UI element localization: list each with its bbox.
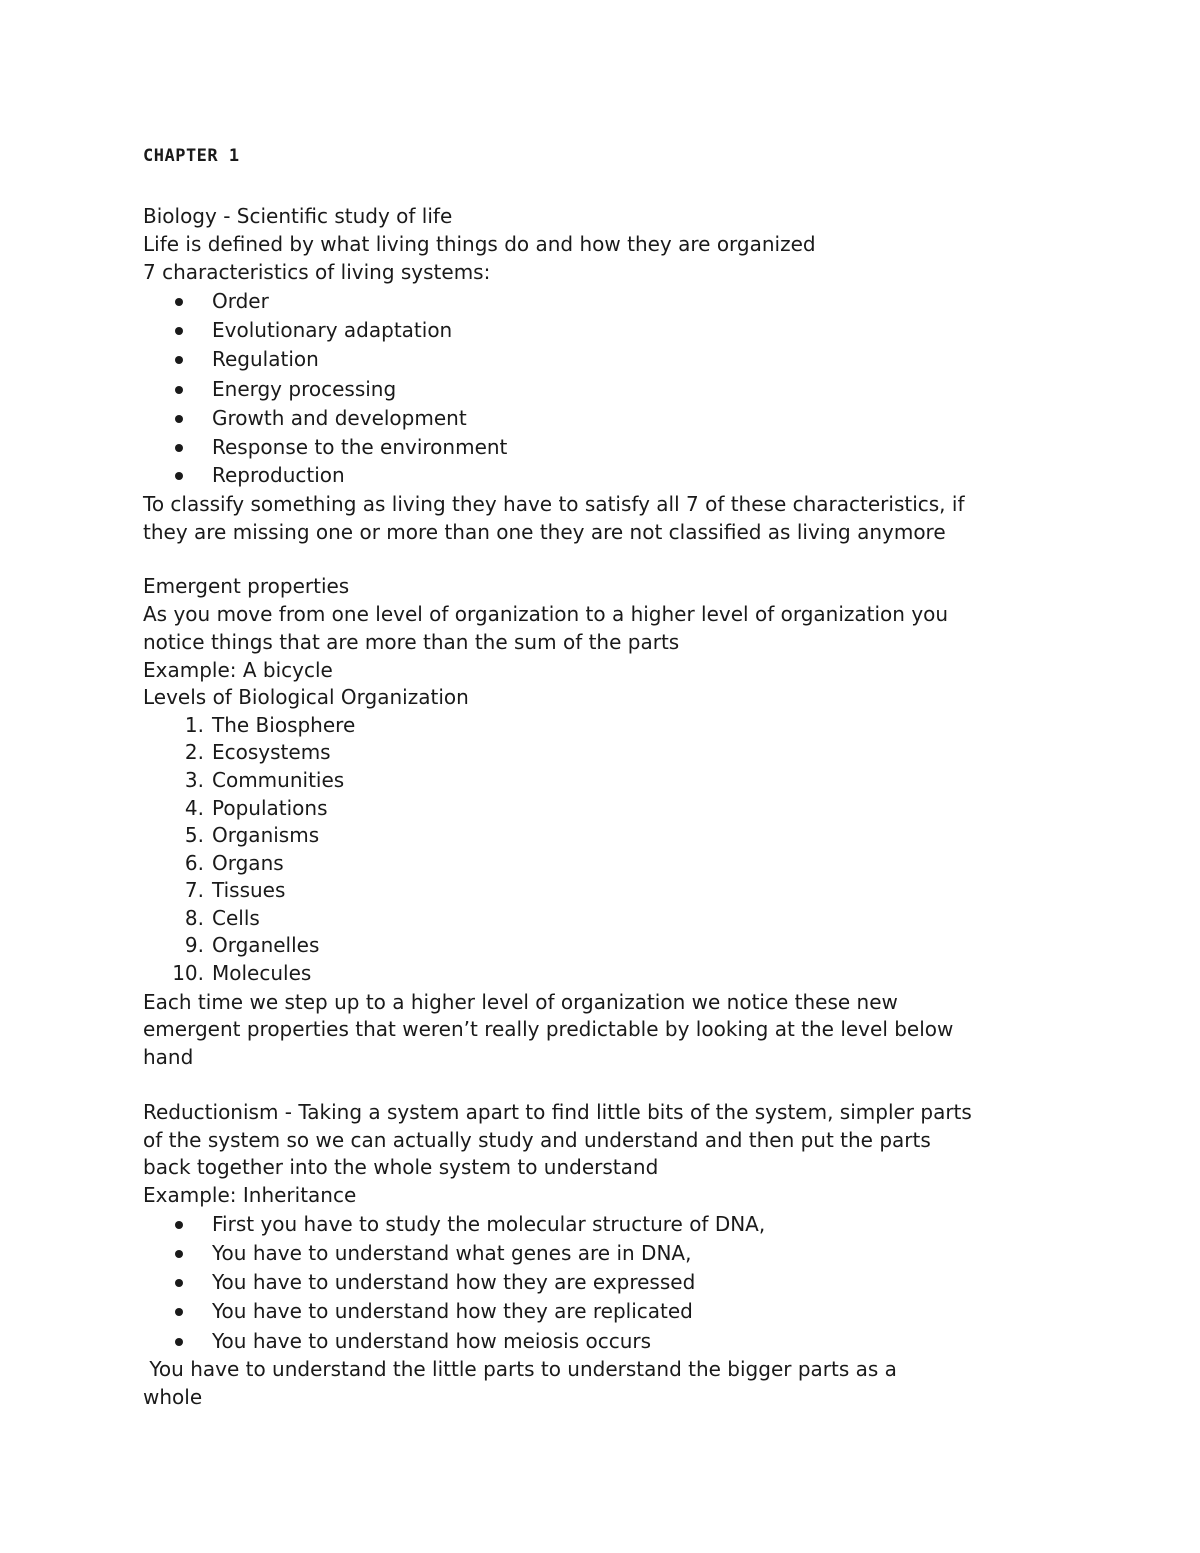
levels-heading: Levels of Biological Organization: [143, 685, 469, 709]
list-item-level: Ecosystems: [212, 740, 331, 764]
list-number: 6.: [184, 851, 204, 875]
list-item-inheritance: You have to understand how meiosis occurs: [212, 1329, 652, 1353]
list-item-level: Communities: [212, 768, 345, 792]
list-number: 1.: [184, 713, 204, 737]
list-item-level: Organelles: [212, 933, 320, 957]
chapter-title: CHAPTER 1: [143, 146, 240, 166]
reductionism-example: Example: Inheritance: [143, 1183, 357, 1207]
stepup-line-1: Each time we step up to a higher level of organization we notice these new: [143, 990, 898, 1014]
bullet-icon: [175, 472, 183, 480]
intro-line-1: Biology - Scientific study of life: [143, 204, 453, 228]
list-item-level: Populations: [212, 796, 328, 820]
list-number: 7.: [184, 878, 204, 902]
list-item-level: Cells: [212, 906, 260, 930]
classify-line-2: they are missing one or more than one they are not classified as living anymore: [143, 520, 946, 544]
stepup-line-3: hand: [143, 1045, 194, 1069]
bullet-icon: [175, 1250, 183, 1258]
bullet-icon: [175, 327, 183, 335]
list-item-level: Molecules: [212, 961, 312, 985]
list-item-characteristic: Response to the environment: [212, 435, 508, 459]
bullet-icon: [175, 415, 183, 423]
list-item-characteristic: Order: [212, 289, 269, 313]
list-item-level: Organs: [212, 851, 284, 875]
list-item-level: Tissues: [212, 878, 286, 902]
stepup-line-2: emergent properties that weren’t really predictable by looking at the level below: [143, 1017, 954, 1041]
list-item-level: Organisms: [212, 823, 320, 847]
list-item-characteristic: Energy processing: [212, 377, 397, 401]
reductionism-line-2: of the system so we can actually study and understand and then put the parts: [143, 1128, 931, 1152]
bullet-icon: [175, 444, 183, 452]
emergent-heading: Emergent properties: [143, 574, 350, 598]
list-item-inheritance: You have to understand what genes are in DNA,: [212, 1241, 692, 1265]
bullet-icon: [175, 356, 183, 364]
list-number: 8.: [184, 906, 204, 930]
list-item-inheritance: You have to understand how they are replicated: [212, 1299, 693, 1323]
bullet-icon: [175, 1221, 183, 1229]
list-item-characteristic: Regulation: [212, 347, 319, 371]
list-number: 3.: [184, 768, 204, 792]
emergent-line-2: notice things that are more than the sum of the parts: [143, 630, 680, 654]
list-item-inheritance: First you have to study the molecular structure of DNA,: [212, 1212, 766, 1236]
reductionism-line-1: Reductionism - Taking a system apart to find little bits of the system, simpler parts: [143, 1100, 972, 1124]
emergent-line-1: As you move from one level of organization to a higher level of organization you: [143, 602, 949, 626]
closing-line-1: You have to understand the little parts to understand the bigger parts as a: [143, 1357, 897, 1381]
bullet-icon: [175, 298, 183, 306]
intro-line-3: 7 characteristics of living systems:: [143, 260, 491, 284]
bullet-icon: [175, 1338, 183, 1346]
list-number: 4.: [184, 796, 204, 820]
list-number: 9.: [184, 933, 204, 957]
emergent-example: Example: A bicycle: [143, 658, 333, 682]
bullet-icon: [175, 1279, 183, 1287]
closing-line-2: whole: [143, 1385, 203, 1409]
list-item-level: The Biosphere: [212, 713, 356, 737]
list-item-characteristic: Reproduction: [212, 463, 345, 487]
list-number: 5.: [184, 823, 204, 847]
bullet-icon: [175, 386, 183, 394]
list-item-characteristic: Growth and development: [212, 406, 467, 430]
list-number: 2.: [184, 740, 204, 764]
intro-line-2: Life is defined by what living things do and how they are organized: [143, 232, 816, 256]
list-number: 10.: [172, 961, 204, 985]
list-item-inheritance: You have to understand how they are expressed: [212, 1270, 696, 1294]
classify-line-1: To classify something as living they have to satisfy all 7 of these characteristics, if: [143, 492, 965, 516]
list-item-characteristic: Evolutionary adaptation: [212, 318, 453, 342]
bullet-icon: [175, 1308, 183, 1316]
reductionism-line-3: back together into the whole system to understand: [143, 1155, 659, 1179]
